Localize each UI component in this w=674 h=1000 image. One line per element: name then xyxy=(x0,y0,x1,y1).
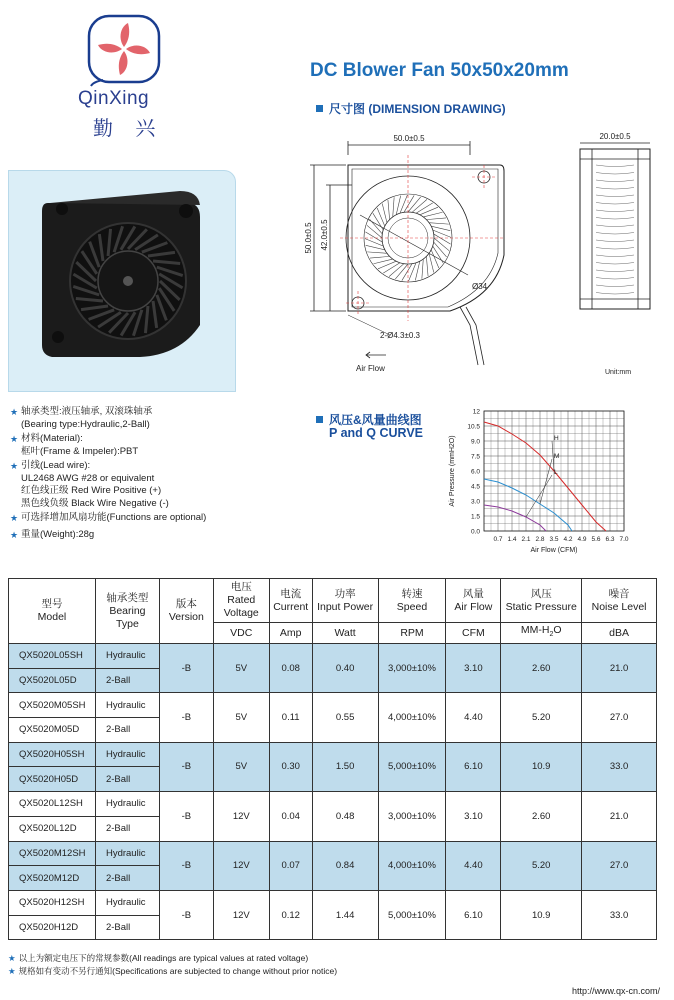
side-fin xyxy=(596,180,634,182)
star-icon: ★ xyxy=(10,434,19,444)
series-line-m xyxy=(484,479,572,531)
cell-bearing: Hydraulic xyxy=(95,841,159,866)
cell-pressure: 10.9 xyxy=(501,890,582,939)
x-tick-label: 4.2 xyxy=(563,536,573,543)
column-header xyxy=(312,579,378,623)
y-tick-label: 4.5 xyxy=(470,483,480,491)
cell-bearing: 2-Ball xyxy=(95,767,159,792)
y-tick-label: 0.0 xyxy=(470,528,480,536)
impeller-blade xyxy=(429,223,449,224)
cell-voltage: 12V xyxy=(213,890,269,939)
x-tick-label: 5.6 xyxy=(591,536,601,543)
impeller-blade xyxy=(426,218,446,220)
y-tick-label: 3.0 xyxy=(470,498,480,506)
column-header xyxy=(159,579,213,644)
dim-inner-height: 42.0±0.5 xyxy=(320,219,329,251)
x-tick-label: 0.7 xyxy=(493,536,503,543)
unit-header: Amp xyxy=(269,623,312,644)
star-icon: ★ xyxy=(10,513,19,523)
footnote xyxy=(8,965,337,977)
cell-airflow: 3.10 xyxy=(446,792,501,841)
cell-voltage: 12V xyxy=(213,792,269,841)
spec-text: 重量(Weight):28g xyxy=(21,528,95,540)
cell-power: 0.40 xyxy=(312,644,378,693)
curve-heading-cn: 风压&风量曲线图 xyxy=(329,413,422,427)
spec-functions xyxy=(10,512,300,525)
header-en: Rated xyxy=(227,594,256,606)
spec-list xyxy=(10,406,300,543)
cell-version: -B xyxy=(159,792,213,841)
table-row xyxy=(9,644,657,669)
series-line-l xyxy=(484,505,546,531)
impeller-blade xyxy=(370,256,390,258)
cell-power: 1.50 xyxy=(312,742,378,791)
cell-pressure: 5.20 xyxy=(501,693,582,742)
square-bullet-icon xyxy=(316,105,323,112)
side-fin xyxy=(596,210,634,212)
header-cn: 电压 xyxy=(230,581,252,593)
dim-side-width: 20.0±0.5 xyxy=(599,132,631,141)
column-header xyxy=(213,579,269,623)
star-icon: ★ xyxy=(10,461,19,471)
header-cn: 风量 xyxy=(462,587,484,600)
unit-label: Unit:mm xyxy=(605,369,632,376)
dimension-heading xyxy=(316,100,506,117)
impeller-blade xyxy=(431,250,439,268)
y-tick-label: 1.5 xyxy=(470,513,480,521)
spec-text: 红色线正级 Red Wire Positive (+) xyxy=(21,485,162,496)
impeller-blade xyxy=(396,196,400,215)
header-cn: 型号 xyxy=(41,598,63,610)
cell-current: 0.04 xyxy=(269,792,312,841)
side-fin xyxy=(596,270,634,272)
cell-speed: 3,000±10% xyxy=(378,644,446,693)
cell-bearing: 2-Ball xyxy=(95,915,159,940)
side-fin xyxy=(596,188,634,190)
cell-current: 0.08 xyxy=(269,644,312,693)
impeller-blade xyxy=(383,263,400,273)
x-tick-label: 2.8 xyxy=(535,536,545,543)
impeller-blade xyxy=(426,256,428,276)
impeller-blade xyxy=(404,195,414,212)
dimension-drawing xyxy=(300,125,670,380)
brand-name-cn: 勤 兴 xyxy=(93,116,164,140)
unit-header: Watt xyxy=(312,623,378,644)
cell-model: QX5020L12D xyxy=(9,816,96,841)
cell-model: QX5020M12D xyxy=(9,866,96,891)
cell-voltage: 5V xyxy=(213,742,269,791)
cell-bearing: Hydraulic xyxy=(95,644,159,669)
header-cn: 转速 xyxy=(401,587,423,600)
header-en: Speed xyxy=(396,600,428,613)
cell-pressure: 10.9 xyxy=(501,742,582,791)
curve-heading-en: P and Q CURVE xyxy=(329,426,424,440)
impeller-blade xyxy=(423,212,442,217)
cell-bearing: Hydraulic xyxy=(95,890,159,915)
impeller-blade xyxy=(366,245,385,249)
impeller-blade xyxy=(365,239,383,246)
unit-header: CFM xyxy=(446,623,501,644)
cell-speed: 5,000±10% xyxy=(378,890,446,939)
header-en: Model xyxy=(37,611,67,623)
cell-noise: 21.0 xyxy=(582,644,657,693)
series-label: H xyxy=(554,435,559,442)
cell-model: QX5020M05D xyxy=(9,718,96,743)
cell-pressure: 5.20 xyxy=(501,841,582,890)
cell-model: QX5020L05SH xyxy=(9,644,96,669)
spec-text: UL2468 AWG #28 or equivalent xyxy=(21,472,155,484)
header-cn: 噪音 xyxy=(608,587,630,600)
cell-model: QX5020H12SH xyxy=(9,890,96,915)
cell-pressure: 2.60 xyxy=(501,792,582,841)
unit-header: dBA xyxy=(582,623,657,644)
website-url: http://www.qx-cn.com/ xyxy=(571,986,660,996)
series-line-h xyxy=(484,422,606,531)
column-header xyxy=(269,579,312,623)
impeller-blade xyxy=(365,232,382,242)
impeller-blade xyxy=(409,263,416,281)
impeller-blade xyxy=(431,226,450,230)
star-icon: ★ xyxy=(8,966,16,976)
cell-noise: 21.0 xyxy=(582,792,657,841)
x-tick-label: 4.9 xyxy=(577,536,587,543)
star-icon: ★ xyxy=(10,407,19,417)
side-fin xyxy=(596,293,634,295)
cell-version: -B xyxy=(159,841,213,890)
y-axis-label: Air Pressure (mmH2O) xyxy=(449,435,456,507)
arrow-left-icon xyxy=(366,352,386,358)
cell-power: 0.84 xyxy=(312,841,378,890)
series-leader-line xyxy=(526,475,552,517)
impeller-blade xyxy=(434,238,449,251)
y-tick-label: 12 xyxy=(472,408,480,416)
dim-hole: 2-Ø4.3±0.3 xyxy=(380,331,420,340)
impeller-blade xyxy=(393,197,394,217)
side-fin xyxy=(596,233,634,235)
cell-airflow: 4.40 xyxy=(446,693,501,742)
impeller-blade xyxy=(434,242,447,257)
spec-text: 轴承类型:液压轴承, 双滚珠轴承 xyxy=(21,406,153,417)
impeller-blade xyxy=(388,200,390,220)
side-fin xyxy=(596,285,634,287)
impeller-blade xyxy=(400,195,407,213)
header-cn: 轴承类型 xyxy=(106,591,149,604)
dim-front-height: 50.0±0.5 xyxy=(304,222,313,254)
impeller-blade xyxy=(402,264,412,281)
impeller-blade xyxy=(395,264,408,279)
cell-speed: 4,000±10% xyxy=(378,693,446,742)
cell-airflow: 4.40 xyxy=(446,841,501,890)
cell-model: QX5020M12SH xyxy=(9,841,96,866)
header-cn: 功率 xyxy=(334,587,356,600)
impeller-blade xyxy=(433,230,451,237)
column-header xyxy=(582,579,657,623)
y-tick-label: 9.0 xyxy=(470,438,480,446)
spec-text: 可选择增加风扇功能(Functions are optional) xyxy=(21,512,207,523)
cell-current: 0.12 xyxy=(269,890,312,939)
x-tick-label: 6.3 xyxy=(605,536,615,543)
y-tick-label: 7.5 xyxy=(470,453,480,461)
cell-bearing: Hydraulic xyxy=(95,742,159,767)
impeller-blade xyxy=(422,259,423,279)
cell-speed: 3,000±10% xyxy=(378,792,446,841)
cell-model: QX5020H12D xyxy=(9,915,96,940)
spec-text: 框叶(Frame & Impeler):PBT xyxy=(21,445,139,457)
impeller-blade xyxy=(408,197,421,212)
pinwheel-logo xyxy=(83,10,165,90)
unit-header: VDC xyxy=(213,623,269,644)
column-header xyxy=(446,579,501,623)
cell-speed: 4,000±10% xyxy=(378,841,446,890)
cell-bearing: 2-Ball xyxy=(95,866,159,891)
impeller-blade xyxy=(433,246,443,263)
cell-model: QX5020L05D xyxy=(9,668,96,693)
impeller-blade xyxy=(367,225,382,238)
side-fin xyxy=(596,195,634,197)
header-cn: 风压 xyxy=(530,587,552,600)
header-en: Noise Level xyxy=(591,600,647,613)
unit-header: $MM-H_2O$ xyxy=(501,623,582,644)
table-row xyxy=(9,693,657,718)
cell-bearing: 2-Ball xyxy=(95,668,159,693)
cell-model: QX5020H05SH xyxy=(9,742,96,767)
impeller-blade xyxy=(373,213,383,230)
impeller-blade xyxy=(374,259,393,264)
spec-text: 材料(Material): xyxy=(21,433,83,444)
cell-current: 0.07 xyxy=(269,841,312,890)
series-leader-line xyxy=(540,459,552,504)
footnote-text: 以上为额定电压下的常规参数(All readings are typical values at rated voltage) xyxy=(18,953,309,963)
side-fin xyxy=(596,165,634,167)
footnote-text: 规格如有变动不另行通知(Specifications are subjected to change without prior notice) xyxy=(18,966,338,976)
x-tick-label: 2.1 xyxy=(521,536,531,543)
cell-bearing: Hydraulic xyxy=(95,792,159,817)
spec-text: 黑色线负级 Black Wire Negative (-) xyxy=(21,497,169,509)
impeller-blade xyxy=(378,261,396,269)
impeller-blade xyxy=(434,234,451,244)
x-tick-label: 7.0 xyxy=(619,536,629,543)
table-row xyxy=(9,841,657,866)
header-en: Version xyxy=(168,611,204,623)
spec-material xyxy=(10,433,300,458)
cell-model: QX5020L12SH xyxy=(9,792,96,817)
side-fin xyxy=(596,255,634,257)
impeller-blade xyxy=(420,207,438,215)
header-en: Bearing xyxy=(109,604,146,617)
spec-table xyxy=(8,578,657,940)
dim-front-width: 50.0±0.5 xyxy=(393,134,425,143)
brand-name: QinXing xyxy=(78,88,150,109)
cell-noise: 33.0 xyxy=(582,742,657,791)
footnote xyxy=(8,952,308,964)
spec-text: (Bearing type:Hydraulic,2-Ball) xyxy=(21,418,150,430)
table-row xyxy=(9,792,657,817)
dimension-heading-text: 尺寸图 (DIMENSION DRAWING) xyxy=(329,102,506,116)
side-fin xyxy=(596,218,634,220)
cell-power: 0.55 xyxy=(312,693,378,742)
page-title: DC Blower Fan 50x50x20mm xyxy=(310,60,569,81)
cell-noise: 33.0 xyxy=(582,890,657,939)
cell-current: 0.30 xyxy=(269,742,312,791)
header-en: Input Power xyxy=(317,600,374,613)
series-label: M xyxy=(554,453,560,460)
y-tick-label: 10.5 xyxy=(467,423,480,431)
cell-speed: 5,000±10% xyxy=(378,742,446,791)
header-en: Static Pressure xyxy=(505,600,577,613)
cell-noise: 27.0 xyxy=(582,693,657,742)
side-fin xyxy=(596,225,634,227)
cell-version: -B xyxy=(159,693,213,742)
table-row xyxy=(9,890,657,915)
cell-power: 0.48 xyxy=(312,792,378,841)
side-fin xyxy=(596,173,634,175)
spec-weight xyxy=(10,529,300,542)
spec-bearing xyxy=(10,406,300,431)
square-bullet-icon xyxy=(316,416,323,423)
cell-bearing: Hydraulic xyxy=(95,693,159,718)
column-header xyxy=(9,579,96,644)
impeller-blade xyxy=(367,252,387,253)
header-en: Current xyxy=(273,600,309,613)
cell-airflow: 6.10 xyxy=(446,742,501,791)
pq-curve-chart xyxy=(440,403,650,563)
side-fin xyxy=(596,263,634,265)
cell-airflow: 3.10 xyxy=(446,644,501,693)
cell-model: QX5020H05D xyxy=(9,767,96,792)
impeller-blade xyxy=(429,253,434,272)
table-row xyxy=(9,742,657,767)
cell-version: -B xyxy=(159,644,213,693)
column-header xyxy=(378,579,446,623)
impeller-blade xyxy=(377,208,385,226)
side-fin xyxy=(596,240,634,242)
cell-version: -B xyxy=(159,742,213,791)
y-tick-label: 6.0 xyxy=(470,468,480,476)
impeller-blade xyxy=(415,261,419,280)
header-en: Air Flow xyxy=(454,600,493,613)
unit-header: RPM xyxy=(378,623,446,644)
side-fin xyxy=(596,203,634,205)
star-icon: ★ xyxy=(10,529,19,540)
cell-bearing: 2-Ball xyxy=(95,718,159,743)
x-tick-label: 3.5 xyxy=(549,536,559,543)
cell-voltage: 12V xyxy=(213,841,269,890)
header-cn: 版本 xyxy=(175,598,197,610)
cell-voltage: 5V xyxy=(213,693,269,742)
cell-current: 0.11 xyxy=(269,693,312,742)
star-icon: ★ xyxy=(8,953,16,963)
dim-diameter: Ø34 xyxy=(472,282,488,291)
side-fin xyxy=(596,248,634,250)
cell-bearing: 2-Ball xyxy=(95,816,159,841)
cell-model: QX5020M05SH xyxy=(9,693,96,718)
fan-photo xyxy=(30,185,210,370)
series-label: L xyxy=(554,469,558,476)
cell-power: 1.44 xyxy=(312,890,378,939)
header-cn: 电流 xyxy=(280,587,302,600)
cell-version: -B xyxy=(159,890,213,939)
x-axis-label: Air Flow (CFM) xyxy=(530,547,578,554)
impeller-blade xyxy=(416,203,433,213)
airflow-label: Air Flow xyxy=(356,364,385,373)
cell-voltage: 5V xyxy=(213,644,269,693)
cell-airflow: 6.10 xyxy=(446,890,501,939)
side-fin xyxy=(596,278,634,280)
impeller-blade xyxy=(382,204,387,223)
impeller-blade xyxy=(412,199,427,212)
spec-lead-wire xyxy=(10,460,300,510)
column-header xyxy=(95,579,159,644)
cell-pressure: 2.60 xyxy=(501,644,582,693)
header-en: Type xyxy=(116,617,139,630)
column-header xyxy=(501,579,582,623)
cell-noise: 27.0 xyxy=(582,841,657,890)
spec-text: 引线(Lead wire): xyxy=(21,460,91,471)
impeller-blade xyxy=(389,264,404,277)
x-tick-label: 1.4 xyxy=(507,536,517,543)
header-en: Voltage xyxy=(223,607,259,619)
